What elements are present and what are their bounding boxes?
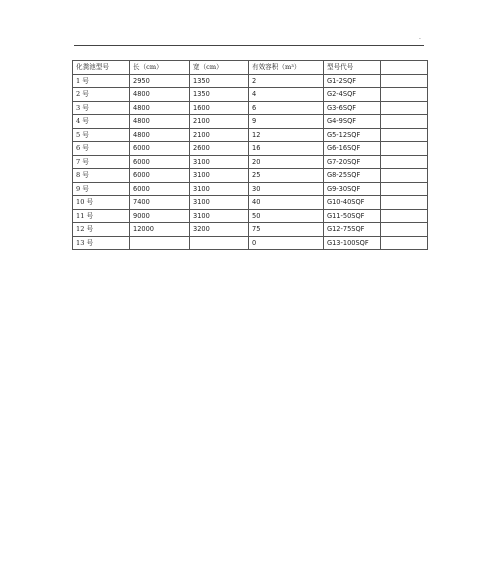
extra-cell xyxy=(381,236,428,250)
volume-cell: 16 xyxy=(249,142,324,156)
volume-cell: 25 xyxy=(249,169,324,183)
extra-cell xyxy=(381,196,428,210)
extra-cell xyxy=(381,115,428,129)
table-row xyxy=(73,223,428,237)
table-row xyxy=(73,88,428,102)
table-row xyxy=(73,128,428,142)
length-cell: 6000 xyxy=(130,169,190,183)
extra-cell xyxy=(381,61,428,75)
length-cell: 6000 xyxy=(130,155,190,169)
length-cell: 4800 xyxy=(130,101,190,115)
model-cell: 2 号 xyxy=(73,88,130,102)
extra-cell xyxy=(381,74,428,88)
model-cell: 8 号 xyxy=(73,169,130,183)
table-row xyxy=(73,115,428,129)
table-row xyxy=(73,196,428,210)
model-cell: 9 号 xyxy=(73,182,130,196)
table-row xyxy=(73,209,428,223)
code-cell: G3-6SQF xyxy=(324,101,381,115)
model-cell: 13 号 xyxy=(73,236,130,250)
width-cell: 3200 xyxy=(190,223,249,237)
model-cell: 7 号 xyxy=(73,155,130,169)
code-cell: G7-20SQF xyxy=(324,155,381,169)
length-cell xyxy=(130,236,190,250)
extra-cell xyxy=(381,223,428,237)
width-cell: 1350 xyxy=(190,88,249,102)
extra-cell xyxy=(381,155,428,169)
table-row xyxy=(73,142,428,156)
code-cell: G4-9SQF xyxy=(324,115,381,129)
width-cell: 2100 xyxy=(190,115,249,129)
extra-cell xyxy=(381,128,428,142)
table-row xyxy=(73,74,428,88)
model-cell: 4 号 xyxy=(73,115,130,129)
width-cell: 3100 xyxy=(190,196,249,210)
table-header-row xyxy=(73,61,428,75)
table-row xyxy=(73,182,428,196)
width-cell xyxy=(190,236,249,250)
model-cell: 化粪池型号 xyxy=(73,61,130,75)
model-cell: 5 号 xyxy=(73,128,130,142)
table-body xyxy=(73,61,428,250)
extra-cell xyxy=(381,169,428,183)
model-cell: 3 号 xyxy=(73,101,130,115)
volume-cell: 50 xyxy=(249,209,324,223)
length-cell: 7400 xyxy=(130,196,190,210)
code-cell: G12-75SQF xyxy=(324,223,381,237)
header-rule xyxy=(74,45,424,46)
table-row xyxy=(73,155,428,169)
model-cell: 11 号 xyxy=(73,209,130,223)
length-cell: 12000 xyxy=(130,223,190,237)
length-cell: 4800 xyxy=(130,128,190,142)
length-cell: 4800 xyxy=(130,88,190,102)
length-cell: 4800 xyxy=(130,115,190,129)
code-cell: G6-16SQF xyxy=(324,142,381,156)
width-cell: 宽（cm） xyxy=(190,61,249,75)
width-cell: 3100 xyxy=(190,169,249,183)
volume-cell: 2 xyxy=(249,74,324,88)
length-cell: 9000 xyxy=(130,209,190,223)
volume-cell: 6 xyxy=(249,101,324,115)
extra-cell xyxy=(381,182,428,196)
width-cell: 2600 xyxy=(190,142,249,156)
code-cell: G9-30SQF xyxy=(324,182,381,196)
model-cell: 12 号 xyxy=(73,223,130,237)
table-row xyxy=(73,236,428,250)
volume-cell: 20 xyxy=(249,155,324,169)
width-cell: 1350 xyxy=(190,74,249,88)
width-cell: 3100 xyxy=(190,209,249,223)
header-mark: · xyxy=(419,36,421,43)
table-row xyxy=(73,101,428,115)
model-cell: 6 号 xyxy=(73,142,130,156)
volume-cell: 40 xyxy=(249,196,324,210)
volume-cell: 30 xyxy=(249,182,324,196)
volume-cell: 12 xyxy=(249,128,324,142)
code-cell: G5-12SQF xyxy=(324,128,381,142)
volume-cell: 0 xyxy=(249,236,324,250)
table-row xyxy=(73,169,428,183)
length-cell: 6000 xyxy=(130,182,190,196)
septic-tank-spec-table xyxy=(72,60,428,250)
code-cell: 型号代号 xyxy=(324,61,381,75)
code-cell: G13-100SQF xyxy=(324,236,381,250)
volume-cell: 9 xyxy=(249,115,324,129)
length-cell: 2950 xyxy=(130,74,190,88)
extra-cell xyxy=(381,101,428,115)
width-cell: 2100 xyxy=(190,128,249,142)
width-cell: 3100 xyxy=(190,182,249,196)
model-cell: 1 号 xyxy=(73,74,130,88)
volume-cell: 4 xyxy=(249,88,324,102)
extra-cell xyxy=(381,142,428,156)
code-cell: G8-25SQF xyxy=(324,169,381,183)
width-cell: 1600 xyxy=(190,101,249,115)
volume-cell: 有效容积（m³） xyxy=(249,61,324,75)
extra-cell xyxy=(381,88,428,102)
volume-cell: 75 xyxy=(249,223,324,237)
code-cell: G10-40SQF xyxy=(324,196,381,210)
width-cell: 3100 xyxy=(190,155,249,169)
model-cell: 10 号 xyxy=(73,196,130,210)
length-cell: 6000 xyxy=(130,142,190,156)
code-cell: G11-50SQF xyxy=(324,209,381,223)
code-cell: G2-4SQF xyxy=(324,88,381,102)
length-cell: 长（cm） xyxy=(130,61,190,75)
extra-cell xyxy=(381,209,428,223)
code-cell: G1-2SQF xyxy=(324,74,381,88)
